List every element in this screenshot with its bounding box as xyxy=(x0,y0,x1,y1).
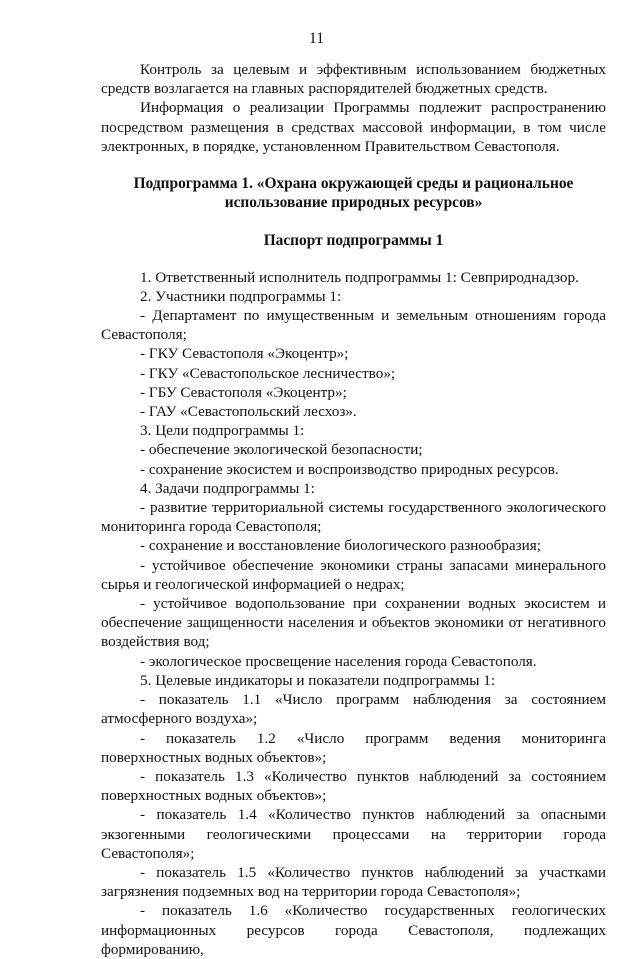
passport-item: - развитие территориальной системы государственного экологического мониторинга города Севастополя; xyxy=(101,499,606,536)
passport-item: - ГКУ «Севастопольское лесничество»; xyxy=(140,364,396,382)
passport-item: - обеспечение экологической безопасности; xyxy=(140,441,423,459)
passport-item: - показатель 1.6 «Количество государственных геологических информационных ресурсов города Севастополя, подлежащих формированию, xyxy=(101,902,606,958)
spacer xyxy=(101,156,606,174)
passport-item: - устойчивое обеспечение экономики страны запасами минерального сырья и геологической информацией о недрах; xyxy=(101,556,606,593)
passport-item: - показатель 1.5 «Количество пунктов наблюдений за участками загрязнения подземных вод на территории города Севастополя»; xyxy=(101,863,606,901)
page-number: 11 xyxy=(309,30,324,47)
spacer xyxy=(101,251,606,268)
intro-paragraph: Контроль за целевым и эффективным использованием бюджетных средств возлагается на главных распорядителей бюджетных средств. xyxy=(101,61,606,98)
passport-item: - Департамент по имущественным и земельным отношениям города Севастополя; xyxy=(101,307,606,344)
passport-item: - показатель 1.3 «Количество пунктов наблюдений за состоянием поверхностных водных объектов»; xyxy=(101,767,606,805)
passport-item: - устойчивое водопользование при сохранении водных экосистем и обеспечение защищенности населения и объектов экономики от негативного воздействия вод; xyxy=(101,595,606,651)
passport-item: - сохранение экосистем и воспроизводство природных ресурсов. xyxy=(140,460,559,478)
passport-item: - показатель 1.4 «Количество пунктов наблюдений за опасными экзогенными геологическими процессами на территории города Севастополя»; xyxy=(101,806,606,862)
spacer xyxy=(101,212,606,231)
passport-item: - ГКУ Севастополя «Экоцентр»; xyxy=(140,345,349,363)
intro-paragraph: Информация о реализации Программы подлежит распространению посредством размещения в средствах массовой информации, в том числе электронных, в порядке, установленном Правительством Севастополя. xyxy=(101,99,606,155)
subprogram-title: Подпрограмма 1. «Охрана окружающей среды и рациональное использование природных ресурсов» xyxy=(133,175,574,212)
passport-item: 1. Ответственный исполнитель подпрограммы 1: Севприроднадзор. xyxy=(140,268,579,286)
passport-item: 3. Цели подпрограммы 1: xyxy=(140,422,305,440)
passport-item: - ГАУ «Севастопольский лесхоз». xyxy=(140,403,357,421)
passport-item: 4. Задачи подпрограммы 1: xyxy=(140,479,315,497)
passport-item: 2. Участники подпрограммы 1: xyxy=(140,287,342,305)
passport-item: - показатель 1.2 «Число программ ведения мониторинга поверхностных водных объектов»; xyxy=(101,729,606,766)
passport-list xyxy=(101,268,606,959)
passport-item: 5. Целевые индикаторы и показатели подпрограммы 1: xyxy=(140,671,496,689)
passport-item: - ГБУ Севастополя «Экоцентр»; xyxy=(140,383,347,401)
passport-item: - экологическое просвещение населения города Севастополя. xyxy=(140,652,537,670)
passport-title: Паспорт подпрограммы 1 xyxy=(263,232,444,250)
passport-item: - сохранение и восстановление биологического разнообразия; xyxy=(140,537,541,555)
page-content xyxy=(101,60,606,959)
passport-item: - показатель 1.1 «Число программ наблюдения за состоянием атмосферного воздуха»; xyxy=(101,691,606,728)
